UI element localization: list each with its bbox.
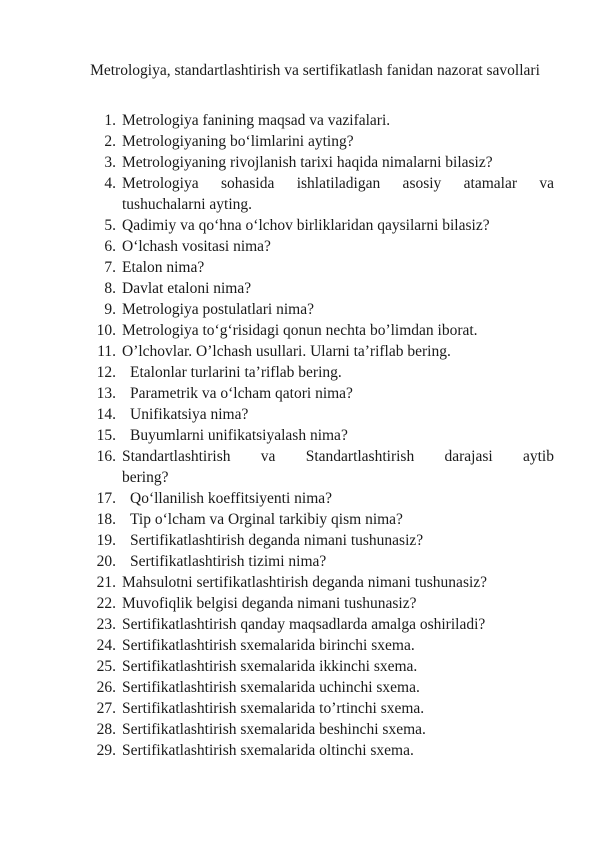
question-number: 10. [96, 322, 116, 339]
question-number: 27. [96, 700, 116, 717]
question-text: Qo‘llanilish koeffitsiyenti nima? [130, 490, 333, 507]
question-item [0, 110, 596, 131]
question-number: 24. [96, 637, 116, 654]
question-item [0, 173, 596, 215]
question-item [0, 614, 596, 635]
question-text: Sertifikatlashtirish sxemalarida uchinchi sxema. [122, 679, 420, 696]
question-item [0, 719, 596, 740]
question-text: Tip o‘lcham va Orginal tarkibiy qism nima? [130, 511, 403, 528]
question-text: Metrologiya fanining maqsad va vazifalari. [122, 112, 391, 129]
question-text-continuation: tushuchalarni ayting. [122, 196, 252, 213]
question-text: Sertifikatlashtirish sxemalarida beshinchi sxema. [122, 721, 426, 738]
question-item [0, 698, 596, 719]
question-text: Metrologiyaning rivojlanish tarixi haqida nimalarni bilasiz? [122, 154, 493, 171]
question-number: 14. [96, 406, 116, 423]
question-text: Metrologiya postulatlari nima? [122, 301, 314, 318]
question-text: Etalonlar turlarini ta’riflab bering. [130, 364, 342, 381]
question-item [0, 530, 596, 551]
question-item [0, 551, 596, 572]
question-number: 16. [96, 448, 116, 465]
question-item [0, 152, 596, 173]
question-text: Mahsulotni sertifikatlashtirish deganda nimani tushunasiz? [122, 574, 488, 591]
question-text: Buyumlarni unifikatsiyalash nima? [130, 427, 348, 444]
question-item [0, 488, 596, 509]
question-number: 15. [96, 427, 116, 444]
question-number: 18. [96, 511, 116, 528]
question-number: 26. [96, 679, 116, 696]
question-item [0, 257, 596, 278]
question-item [0, 593, 596, 614]
question-item [0, 341, 596, 362]
question-item [0, 572, 596, 593]
question-item [0, 425, 596, 446]
question-item [0, 740, 596, 761]
question-number: 4. [104, 175, 116, 192]
question-item [0, 383, 596, 404]
document-title: Metrologiya, standartlashtirish va sertifikatlash fanidan nazorat savollari [90, 62, 540, 79]
question-text: Sertifikatlashtirish sxemalarida oltinchi sxema. [122, 742, 414, 759]
question-number: 21. [96, 574, 116, 591]
question-item [0, 362, 596, 383]
question-text: Metrologiya to‘g‘risidagi qonun nechta bo’limdan iborat. [122, 322, 478, 339]
question-text: Standartlashtirish va Standartlashtirish darajasi aytib [122, 448, 554, 465]
question-text: Parametrik va o‘lcham qatori nima? [130, 385, 353, 402]
question-item [0, 404, 596, 425]
question-text-continuation: bering? [122, 469, 169, 486]
question-text: Muvofiqlik belgisi deganda nimani tushunasiz? [122, 595, 417, 612]
question-text: Sertifikatlashtirish sxemalarida to’rtinchi sxema. [122, 700, 425, 717]
question-item [0, 635, 596, 656]
question-number: 5. [104, 217, 116, 234]
question-item [0, 215, 596, 236]
question-item [0, 236, 596, 257]
question-number: 1. [104, 112, 116, 129]
question-number: 8. [104, 280, 116, 297]
question-item [0, 320, 596, 341]
question-number: 28. [96, 721, 116, 738]
question-item [0, 446, 596, 488]
question-text: Unifikatsiya nima? [130, 406, 249, 423]
question-number: 2. [104, 133, 116, 150]
question-text: Etalon nima? [122, 259, 205, 276]
question-number: 13. [96, 385, 116, 402]
question-number: 3. [104, 154, 116, 171]
question-number: 19. [96, 532, 116, 549]
question-number: 6. [104, 238, 116, 255]
question-item [0, 299, 596, 320]
question-number: 17. [96, 490, 116, 507]
question-number: 29. [96, 742, 116, 759]
question-item [0, 656, 596, 677]
question-text: Sertifikatlashtirish deganda nimani tushunasiz? [130, 532, 424, 549]
question-text: Sertifikatlashtirish tizimi nima? [130, 553, 327, 570]
question-text: Sertifikatlashtirish sxemalarida ikkinchi sxema. [122, 658, 418, 675]
question-text: Sertifikatlashtirish qanday maqsadlarda amalga oshiriladi? [122, 616, 486, 633]
question-text: O‘lchash vositasi nima? [122, 238, 271, 255]
question-text: Metrologiya sohasida ishlatiladigan asosiy atamalar va [122, 175, 554, 192]
question-number: 25. [96, 658, 116, 675]
question-item [0, 131, 596, 152]
question-item [0, 677, 596, 698]
question-item [0, 509, 596, 530]
question-text: O’lchovlar. O’lchash usullari. Ularni ta’riflab bering. [122, 343, 451, 360]
question-number: 22. [96, 595, 116, 612]
question-number: 20. [96, 553, 116, 570]
question-number: 23. [96, 616, 116, 633]
question-text: Sertifikatlashtirish sxemalarida birinchi sxema. [122, 637, 415, 654]
question-item [0, 278, 596, 299]
question-number: 11. [97, 343, 116, 360]
question-number: 7. [104, 259, 116, 276]
question-text: Metrologiyaning bo‘limlarini ayting? [122, 133, 354, 150]
question-text: Qadimiy va qo‘hna o‘lchov birliklaridan qaysilarni bilasiz? [122, 217, 490, 234]
question-number: 12. [96, 364, 116, 381]
question-text: Davlat etaloni nima? [122, 280, 252, 297]
question-number: 9. [104, 301, 116, 318]
